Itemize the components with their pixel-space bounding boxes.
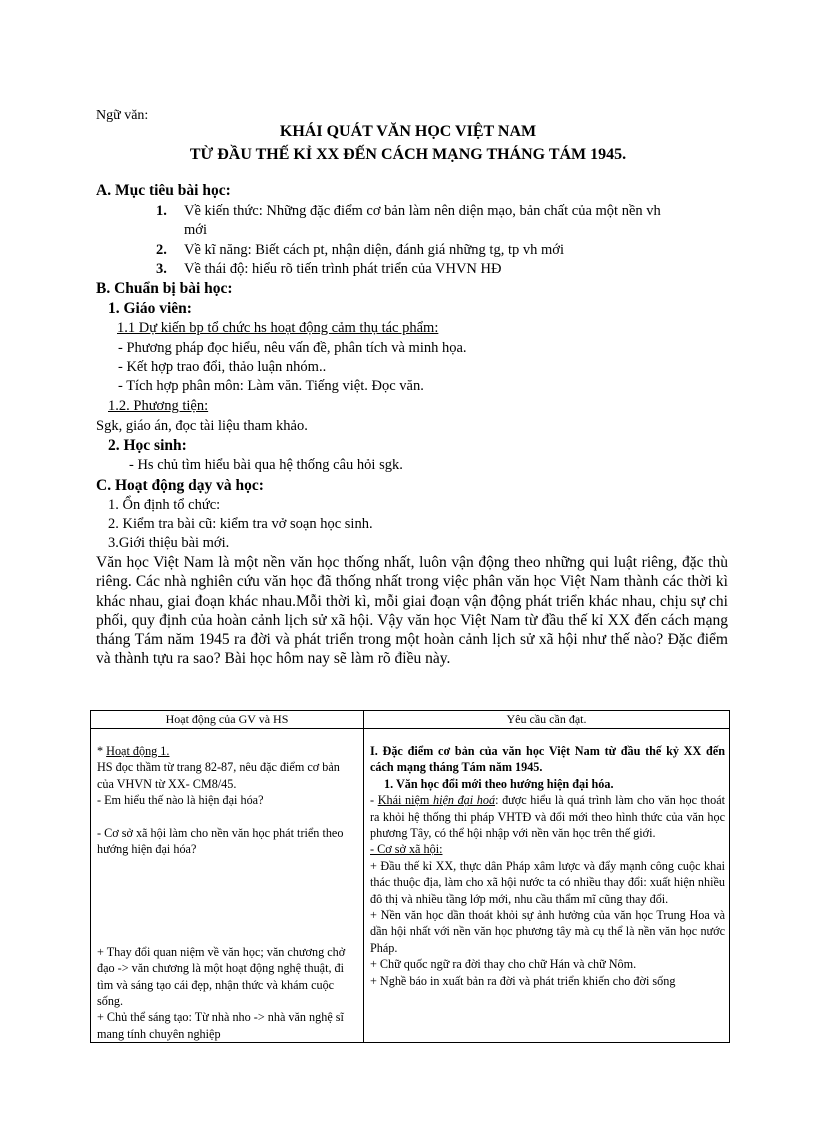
section-b-heading: B. Chuẩn bị bài học: — [96, 280, 233, 297]
plan-item-2: - Kết hợp trao đổi, thảo luận nhóm.. — [118, 359, 327, 375]
subject-label: Ngữ văn: — [96, 108, 149, 123]
step-1: 1. Ổn định tổ chức: — [108, 497, 221, 513]
col-header-activities: Hoạt động của GV và HS — [91, 711, 364, 729]
basis-label: - Cơ sở xã hội: — [370, 842, 443, 857]
objective-number: 2. — [156, 242, 167, 258]
objective-item-3 — [156, 261, 501, 278]
activity-bullet: * — [97, 744, 107, 758]
concept-label: Khái niệm — [377, 793, 433, 808]
page-title-line1: KHÁI QUÁT VĂN HỌC VIỆT NAM — [279, 123, 537, 140]
requirement-subheading: 1. Văn học đổi mới theo hướng hiện đại hóa. — [384, 776, 614, 791]
concept-bullet: - — [370, 793, 378, 808]
activity-label: Hoạt động 1. — [106, 744, 170, 758]
concept-term: hiện đại hoá — [432, 793, 496, 808]
answer-2: + Chủ thể sáng tạo: Từ nhà nho -> nhà văn nghệ sĩ mang tính chuyên nghiệp — [97, 1010, 344, 1041]
spacer — [97, 858, 357, 944]
table-header-row — [91, 711, 730, 729]
intro-paragraph: Văn học Việt Nam là một nền văn học thống nhất, luôn vận động theo những qui luật riêng, đặc thù riêng. Các nhà nghiên cứu văn học đã thống nhất trong việc phân văn học Việt Nam thành các thời kì khác nhau, giai đoạn khác nhau.Mỗi thời kì, mỗi giai đoạn vận động phát triển khác nhau, chịu sự chi phối, quy định của hoàn cảnh lịch sử xã hội. Vậy văn học Việt Nam từ đầu thế kỉ XX đến cách mạng tháng Tám năm 1945 ra đời và phát triển trong một hoàn cảnh lịch sử xã hội như thế nào? Đặc điểm và thành tựu ra sao? Bài học hôm nay sẽ làm rõ điều này. — [96, 554, 728, 668]
basis-point-4: + Nghề báo in xuất bản ra đời và phát triển khiến cho đời sống — [370, 973, 676, 988]
step-3: 3.Giới thiệu bài mới. — [108, 535, 230, 551]
plan-heading: 1.1 Dự kiến bp tổ chức hs hoạt động cảm thụ tác phẩm: — [117, 320, 439, 336]
plan-item-1: - Phương pháp đọc hiểu, nêu vấn đề, phân tích và minh họa. — [118, 340, 467, 356]
spacer — [97, 809, 357, 825]
requirements-cell — [364, 729, 730, 1043]
objective-item-1 — [156, 203, 661, 220]
col-header-requirements: Yêu cầu cần đạt. — [364, 711, 730, 729]
means-text: Sgk, giáo án, đọc tài liệu tham khảo. — [96, 418, 308, 434]
requirement-heading: I. Đặc điểm cơ bản của văn học Việt Nam từ đầu thế kỷ XX đến cách mạng tháng Tám năm 1945. — [370, 744, 725, 775]
step-2: 2. Kiểm tra bài cũ: kiểm tra vở soạn học sinh. — [108, 516, 373, 532]
objective-item-1-cont: mới — [184, 222, 207, 238]
section-a-heading: A. Mục tiêu bài học: — [96, 182, 231, 199]
basis-point-3: + Chữ quốc ngữ ra đời thay cho chữ Hán và chữ Nôm. — [370, 957, 637, 972]
lesson-table — [90, 710, 730, 1043]
objective-item-2 — [156, 242, 564, 259]
means-heading: 1.2. Phương tiện: — [108, 398, 209, 414]
objective-text: Về kĩ năng: Biết cách pt, nhận diện, đánh giá những tg, tp vh mới — [184, 242, 564, 258]
page-title-line2: TỪ ĐẦU THẾ KỈ XX ĐẾN CÁCH MẠNG THÁNG TÁM 1945. — [189, 146, 627, 163]
student-heading: 2. Học sinh: — [108, 437, 187, 454]
objective-text: Về thái độ: hiểu rõ tiến trình phát triển của VHVN HĐ — [184, 261, 502, 277]
table-row — [91, 729, 730, 1043]
basis-point-1: + Đầu thế kỉ XX, thực dân Pháp xâm lược và đẩy mạnh công cuộc khai thác thuộc địa, làm cho xã hội nước ta có nhiều thay đổi: xuất hiện nhiều đô thị và nhiều tầng lớp mới, nhu cầu thẩm mĩ cũng thay đổi. — [370, 858, 725, 906]
question-1: - Em hiểu thế nào là hiện đại hóa? — [97, 793, 264, 808]
section-c-heading: C. Hoạt động dạy và học: — [96, 477, 264, 494]
objective-number: 3. — [156, 261, 167, 277]
activity-task: HS đọc thầm từ trang 82-87, nêu đặc điểm cơ bản của VHVN từ XX- CM8/45. — [97, 760, 340, 791]
activity-heading — [97, 743, 357, 759]
plan-item-3: - Tích hợp phân môn: Làm văn. Tiếng việt. Đọc văn. — [118, 378, 424, 394]
activities-cell — [91, 729, 364, 1043]
objective-number: 1. — [156, 203, 167, 219]
student-text: - Hs chủ tìm hiểu bài qua hệ thống câu hỏi sgk. — [129, 457, 403, 473]
concept-definition — [370, 792, 725, 841]
objective-text: Về kiến thức: Những đặc điểm cơ bản làm nên diện mạo, bản chất của một nền vh — [184, 203, 661, 219]
question-2: - Cơ sở xã hội làm cho nền văn học phát triển theo hướng hiện đại hóa? — [97, 826, 344, 857]
basis-point-2: + Nền văn học dần thoát khỏi sự ảnh hưởng của văn học Trung Hoa và dần hội nhất với nền văn học phương tây mà cụ thể là nền văn học nước Pháp. — [370, 908, 725, 955]
teacher-heading: 1. Giáo viên: — [108, 300, 192, 317]
concept-text: : được hiểu là quá trình làm cho văn học thoát ra khỏi hệ thống thi pháp VHTĐ và đổi mới theo hình thức của văn học phương Tây, có thể hội nhập với nền văn học trên thế giới. — [370, 793, 725, 841]
answer-1: + Thay đổi quan niệm về văn học; văn chương chở đạo -> văn chương là một hoạt động nghệ thuật, đi tìm và sáng tạo cái đẹp, nhận thức và khám cuộc sống. — [97, 944, 346, 1009]
